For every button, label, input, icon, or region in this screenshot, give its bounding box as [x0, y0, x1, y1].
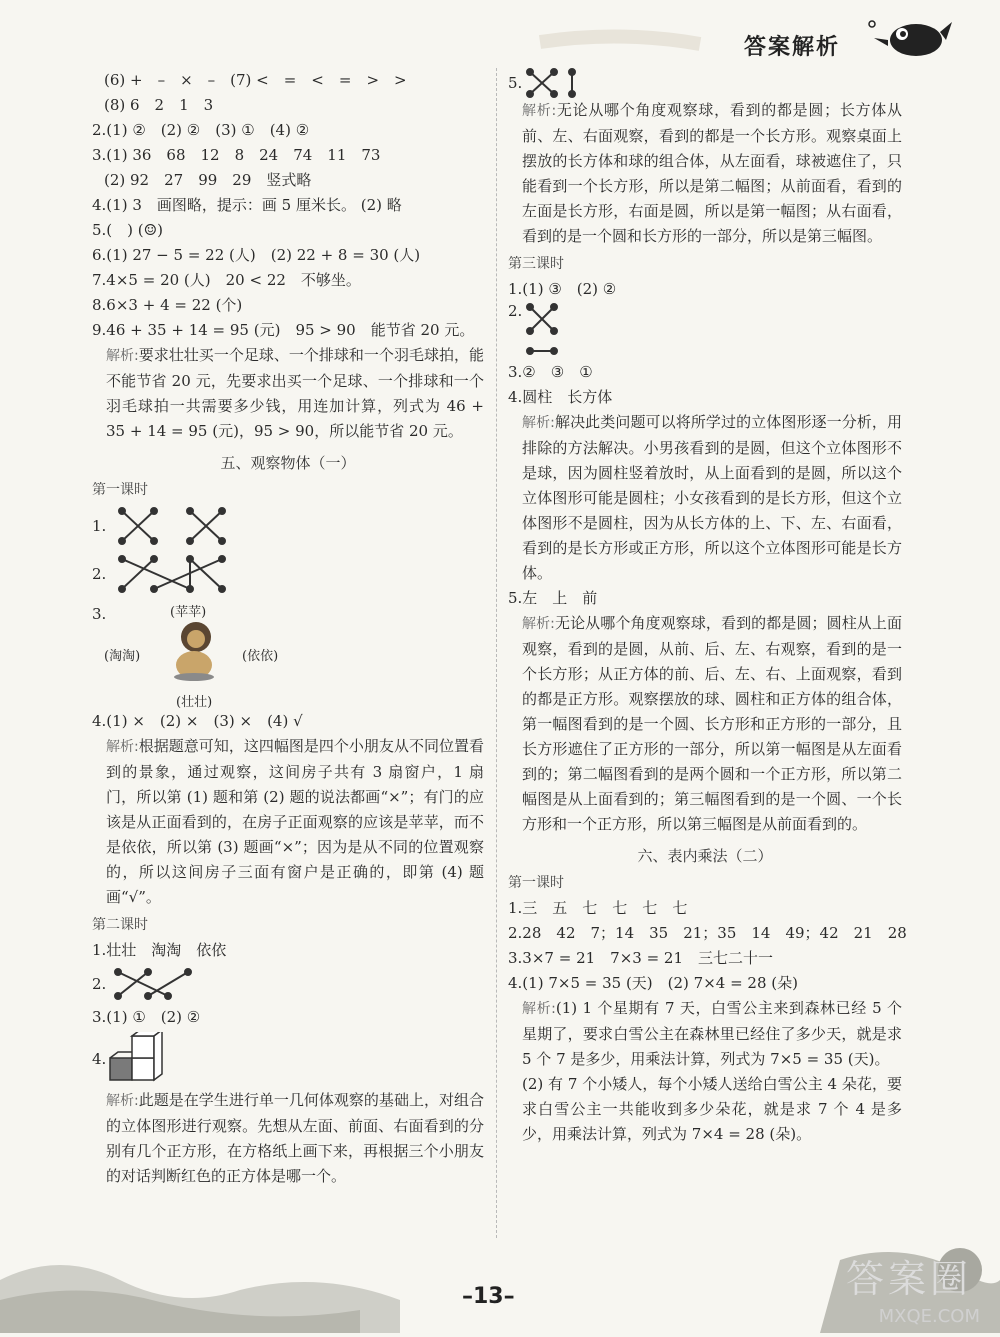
matching-lines-figure: [524, 303, 564, 359]
answer-line: 2.(1) ② (2) ② (3) ① (4) ②: [92, 121, 310, 139]
label-taotao: (淘淘): [104, 649, 141, 664]
analysis-paragraph: [508, 410, 902, 586]
figure-q1: [92, 503, 484, 549]
answer-line: 9.46 + 35 + 14 = 95 (元) 95 > 90 能节省 20 元。: [92, 321, 475, 339]
matching-lines-figure: [108, 964, 208, 1004]
figure-q3: [92, 599, 484, 709]
figure-l2-q4: [92, 1030, 484, 1088]
answer-line: 3.(1) 36 68 12 8 24 74 11 73: [92, 146, 381, 164]
answer-line: 3.② ③ ①: [508, 363, 593, 381]
answer-line: 4.(1) × (2) × (3) × (4) √: [92, 712, 303, 730]
analysis-label: 解析:: [106, 1093, 139, 1109]
figure-r5: [508, 68, 902, 98]
label-zhuangzhuang: (壮壮): [176, 695, 213, 710]
analysis-paragraph: [508, 611, 902, 837]
lesson-heading: 第一课时: [508, 875, 564, 891]
answer-line: (2) 92 27 99 29 竖式略: [104, 171, 312, 189]
answer-line: 2.28 42 7；14 35 21；35 14 49；42 21 28: [508, 924, 907, 942]
answer-line: 3.3×7 = 21 7×3 = 21 三七二十一: [508, 949, 774, 967]
question-number: 2.: [92, 565, 107, 583]
question-number: 3.: [92, 605, 107, 623]
answer-line: 1.壮壮 淘淘 依依: [92, 941, 227, 959]
answer-line: 1.三 五 七 七 七 七: [508, 899, 688, 917]
cross-lines-figure: [524, 68, 584, 98]
answer-line: 7.4×5 = 20 (人) 20 < 22 不够坐。: [92, 271, 361, 289]
question-number: 2.: [92, 975, 107, 993]
analysis-text: 无论从哪个角度观察球，看到的都是圆；长方体从前、左、右面观察，看到的都是一个长方形。观察桌面上摆放的长方体和球的组合体，从左面看，球被遮住了，只能看到一个长方形，所以是第二幅图；从前面看，看到的左面是长方形，右面是圆，所以是第一幅图；从右面看，看到的是一个圆和长方形的一部分，所以是第三幅图。: [522, 101, 902, 245]
analysis-text: (2) 有 7 个小矮人，每个小矮人送给白雪公主 4 朵花，要求白雪公主一共能收到多少朵花，就是求 7 个 4 是多少，用乘法计算，列式为 7×4 = 28 (朵)。: [522, 1075, 902, 1143]
analysis-label: 解析:: [522, 616, 555, 632]
answer-line: 6.(1) 27 − 5 = 22 (人) (2) 22 + 8 = 30 (人): [92, 246, 421, 264]
analysis-text: 无论从哪个角度观察球，看到的都是圆；圆柱从上面观察，看到的是圆，从前、后、左、右观察，看到的是一个长方形；从正方体的前、后、左、右、上面观察，看到的都是正方形。观察摆放的球、圆柱和正方体的组合体，第一幅图看到的是一个圆、长方形和正方形的一部分，且长方形遮住了正方形的一部分，所以第一幅图是从左面看到的；第二幅图看到的是两个圆和一个正方形，所以第二幅图是从上面看到的；第三幅图看到的是一个圆、一个长方形和一个正方形，所以第三幅图是从前面看到的。: [522, 614, 902, 833]
analysis-paragraph: [508, 996, 902, 1072]
cube-stack-figure: [108, 1032, 168, 1086]
page-title: 答案解析: [744, 35, 841, 60]
analysis-text: 要求壮壮买一个足球、一个排球和一个羽毛球拍，能不能节省 20 元，先要求出买一个足球、一个排球和一个羽毛球拍一共需要多少钱，用连加计算，列式为 46 + 35 + 14 = 95 (元)，95 > 90，所以能节省 20 元。: [106, 346, 484, 440]
figure-l2-q2: [92, 963, 484, 1005]
page-header: [0, 0, 1000, 70]
matching-lines-figure: [108, 551, 238, 597]
analysis-text: (1) 1 个星期有 7 天，白雪公主来到森林已经 5 个星期了，要求白雪公主在森林里已经住了多少天，就是求 5 个 7 是多少，用乘法计算，列式为 7×5 = 35 (天)。: [522, 999, 902, 1068]
answer-line: 4.圆柱 长方体: [508, 388, 613, 406]
answer-line: (8) 6 2 1 3: [104, 96, 214, 114]
figure-q2: [92, 549, 484, 599]
lesson-heading: 第三课时: [508, 256, 564, 272]
section-heading: 五、观察物体（一）: [220, 454, 356, 472]
analysis-label: 解析:: [522, 415, 555, 431]
bird-mascot-icon: [869, 21, 952, 56]
analysis-paragraph: [508, 1072, 902, 1147]
left-column: [92, 68, 484, 1189]
figure-r2: [508, 302, 902, 360]
answer-line: 4.(1) 7×5 = 35 (天) (2) 7×4 = 28 (朵): [508, 974, 798, 992]
lesson-heading: 第二课时: [92, 917, 148, 933]
question-number: 1.: [92, 517, 107, 535]
answer-line: 3.(1) ① (2) ②: [92, 1008, 201, 1026]
watermark-url: MXQE.COM: [878, 1306, 980, 1327]
analysis-text: 解决此类问题可以将所学过的立体图形逐一分析，用排除的方法解决。小男孩看到的是圆，但这个立体图形不是球，因为圆柱竖着放时，从上面看到的是圆，所以这个立体图形可能是圆柱；小女孩看到的是长方形，但这个立体图形不是圆柱，因为从长方体的上、下、左、右面看，看到的是长方形或正方形，所以这个立体图形可能是长方体。: [522, 413, 902, 582]
analysis-text: 根据题意可知，这四幅图是四个小朋友从不同位置看到的景象，通过观察，这间房子共有 3 扇窗户，1 扇门，所以第 (1) 题和第 (2) 题的说法都画“×”；有门的应该是从正面看到的，在房子正面观察的应该是苹苹，而不是依依，所以第 (3) 题画“×”；因为是从不同的位置观察的，所以这间房子三面有窗户是正确的，即第 (4) 题画“√”。: [106, 737, 484, 906]
question-number: 4.: [92, 1050, 107, 1068]
analysis-paragraph: [92, 734, 484, 910]
analysis-paragraph: [92, 1088, 484, 1189]
analysis-text: 此题是在学生进行单一几何体观察的基础上，对组合的立体图形进行观察。先想从左面、前面、右面看到的分别有几个正方形，在方格纸上画下来，再根据三个小朋友的对话判断红色的正方体是哪一个。: [106, 1091, 484, 1185]
section-heading: 六、表内乘法（二）: [637, 847, 773, 865]
right-column: [508, 68, 907, 1147]
analysis-paragraph: [92, 343, 484, 444]
label-yiyi: (依依): [242, 649, 279, 664]
label-pingping: (苹苹): [170, 605, 207, 620]
answer-line: 1.(1) ③ (2) ②: [508, 280, 617, 298]
question-number: 2.: [508, 302, 523, 320]
page-number: –13–: [462, 1284, 515, 1309]
answer-line: (6) + – × – (7) < = < = > >: [104, 71, 407, 89]
analysis-label: 解析:: [522, 103, 557, 119]
analysis-paragraph: [508, 98, 902, 249]
cross-lines-figure: [108, 503, 238, 549]
answer-line: 8.6×3 + 4 = 22 (个): [92, 296, 243, 314]
lion-icon: [170, 619, 220, 683]
lesson-heading: 第一课时: [92, 482, 148, 498]
question-number: 5.: [508, 74, 523, 92]
answer-line: 5.( ) (☺): [92, 221, 163, 239]
answer-line: 4.(1) 3 画图略，提示：画 5 厘米长。 (2) 略: [92, 196, 402, 214]
watermark-logo: 答案圈: [845, 1257, 972, 1301]
answer-line: 5.左 上 前: [508, 589, 598, 607]
header-decoration: [0, 0, 1000, 70]
analysis-label: 解析:: [106, 739, 139, 755]
analysis-label: 解析:: [522, 1001, 556, 1017]
column-divider: [496, 68, 497, 1238]
analysis-label: 解析:: [106, 348, 139, 364]
